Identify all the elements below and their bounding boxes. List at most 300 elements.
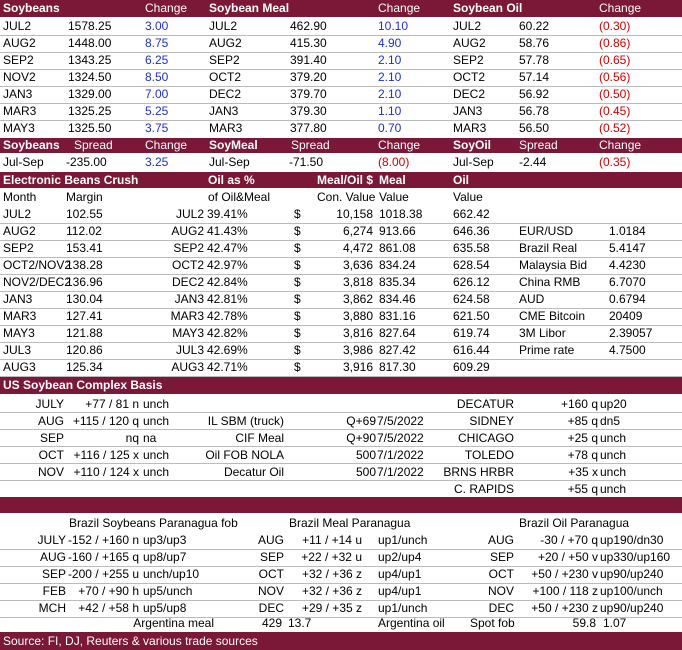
brazil-soy-change: up5/up8 xyxy=(143,601,187,615)
soy-price: 1448.00 xyxy=(68,36,112,50)
oil-change: (0.45) xyxy=(599,104,631,118)
crush-contract: JUL2 xyxy=(175,207,204,221)
crush-sub-oil-value: Value xyxy=(453,190,483,204)
crush-oil-pct: 42.97% xyxy=(207,258,248,272)
meal-month: JUL2 xyxy=(209,19,238,33)
basis-product-value: Q+90 xyxy=(346,431,376,445)
meal-month: SEP2 xyxy=(209,53,240,67)
meal-change: 0.70 xyxy=(378,121,402,135)
crush-oil-pct: 42.82% xyxy=(207,326,248,340)
basis-product: IL SBM (truck) xyxy=(207,414,284,428)
soy-change: 7.00 xyxy=(145,87,169,101)
crush-contract: MAR3 xyxy=(170,309,204,323)
oil-price: 56.78 xyxy=(519,104,550,118)
soy-change: 6.25 xyxy=(145,53,169,67)
basis-location-change: unch xyxy=(600,431,627,445)
source-note: Source: FI, DJ, Reuters & various trade sources xyxy=(3,634,258,648)
basis-location-change: unch xyxy=(600,465,627,479)
basis-change: unch xyxy=(143,414,170,428)
basis-value: +116 / 125 x xyxy=(73,448,139,462)
brazil-soy-month: SEP xyxy=(41,567,66,581)
row-divider xyxy=(0,480,682,481)
crush-meal-value: 831.16 xyxy=(379,309,416,323)
crush-meal-value: 827.64 xyxy=(379,326,416,340)
crush-month: OCT2/NOV2 xyxy=(3,258,72,272)
col-soybeans: Soybeans xyxy=(3,1,60,15)
fx-value: 2.39057 xyxy=(609,326,653,340)
brazil-soy-value: -152 / +160 n xyxy=(67,533,139,547)
soy-month: JUL2 xyxy=(3,19,32,33)
arg-meal-value2: 13.7 xyxy=(288,616,312,630)
crush-con-value: 3,986 xyxy=(342,343,373,357)
basis-location: BRNS HRBR xyxy=(443,465,514,479)
basis-change: unch xyxy=(143,397,170,411)
basis-month: AUG xyxy=(37,414,64,428)
crush-margin: 136.96 xyxy=(66,275,103,289)
crush-dollar: $ xyxy=(294,343,301,357)
crush-month: SEP2 xyxy=(3,241,34,255)
brazil-meal-value: +32 / +36 z xyxy=(301,584,362,598)
spreads-header xyxy=(0,138,682,153)
brazil-meal-change: up1/unch xyxy=(378,533,428,547)
brazil-meal-month: AUG xyxy=(257,533,284,547)
crush-dollar: $ xyxy=(294,360,301,374)
brazil-oil-month: OCT xyxy=(488,567,514,581)
crush-margin: 112.02 xyxy=(66,224,102,238)
basis-product-date: 7/5/2022 xyxy=(377,414,424,428)
crush-col-meal-oil: Meal/Oil $ xyxy=(317,173,374,187)
crush-oil-value: 626.12 xyxy=(453,275,490,289)
crush-dollar: $ xyxy=(294,309,301,323)
meal-price: 379.70 xyxy=(290,87,327,101)
brazil-oil-change: up90/up240 xyxy=(600,567,664,581)
crush-contract: SEP2 xyxy=(173,241,204,255)
crush-header xyxy=(0,172,682,188)
brazil-soy-change: up3/up3 xyxy=(143,533,187,547)
brazil-meal-change: up4/up1 xyxy=(378,584,422,598)
crush-con-value: 3,636 xyxy=(342,258,373,272)
basis-month: JULY xyxy=(35,397,64,411)
row-divider xyxy=(0,446,682,447)
crush-title: Electronic Beans Crush xyxy=(3,173,139,187)
brazil-oil-value: +20 / +50 v xyxy=(537,550,598,564)
oil-month: JUL2 xyxy=(453,19,482,33)
col-soy-change: Change xyxy=(145,1,188,15)
brazil-oil-change: up100/unch xyxy=(600,584,663,598)
crush-sub-oilmeal: of Oil&Meal xyxy=(208,190,271,204)
crush-oil-pct: 42.71% xyxy=(207,360,248,374)
fx-label: China RMB xyxy=(519,275,581,289)
soy-price: 1343.25 xyxy=(68,53,112,67)
fx-label: AUD xyxy=(519,292,545,306)
soy-price: 1324.50 xyxy=(68,70,112,84)
divider-band xyxy=(0,497,682,513)
soy-price: 1325.50 xyxy=(68,121,112,135)
basis-value: nq xyxy=(125,431,139,445)
crush-oil-value: 619.74 xyxy=(453,326,490,340)
sp-col-soybeans: Soybeans xyxy=(3,138,60,152)
crush-month: JUL2 xyxy=(3,207,32,221)
crush-col-oil: Oil xyxy=(453,173,470,187)
oil-price: 57.78 xyxy=(519,53,550,67)
row-divider xyxy=(0,412,682,413)
sp-col-soymeal: SoyMeal xyxy=(209,138,258,152)
basis-product-value: 500 xyxy=(355,448,376,462)
crush-contract: MAY3 xyxy=(172,326,204,340)
crush-margin: 153.41 xyxy=(66,241,103,255)
crush-meal-value: 835.34 xyxy=(379,275,416,289)
sp-col-soyoil: SoyOil xyxy=(453,138,492,152)
soy-month: MAY3 xyxy=(3,121,35,135)
brazil-soy-change: up8/up7 xyxy=(143,550,187,564)
crush-con-value: 3,880 xyxy=(342,309,373,323)
basis-location-value: +160 q xyxy=(560,397,598,411)
oil-month: JAN3 xyxy=(453,104,483,118)
col-soyoil: Soybean Oil xyxy=(453,1,523,15)
basis-location-value: +78 q xyxy=(567,448,598,462)
soy-change: 8.50 xyxy=(145,70,169,84)
spot-fob-value2: 1.07 xyxy=(603,616,627,630)
crush-month: AUG3 xyxy=(3,360,36,374)
crush-sub-convalue: Con. Value xyxy=(317,190,376,204)
crush-con-value: 4,472 xyxy=(342,241,373,255)
spread-oil-change: (0.35) xyxy=(599,155,631,169)
brazil-meal-change: up2/up4 xyxy=(378,550,422,564)
soy-month: MAR3 xyxy=(3,104,37,118)
brazil-soy-month: FEB xyxy=(42,584,66,598)
basis-location-value: +25 q xyxy=(567,431,598,445)
soy-change: 3.75 xyxy=(145,121,169,135)
soy-month: SEP2 xyxy=(3,53,34,67)
oil-month: OCT2 xyxy=(453,70,486,84)
brazil-oil-month: SEP xyxy=(489,550,514,564)
brazil-meal-month: DEC xyxy=(258,601,284,615)
crush-dollar: $ xyxy=(294,326,301,340)
brazil-soy-value: +42 / +58 h xyxy=(78,601,139,615)
meal-change: 2.10 xyxy=(378,87,402,101)
soy-change: 5.25 xyxy=(145,104,169,118)
crush-contract: JUL3 xyxy=(175,343,204,357)
meal-change: 10.10 xyxy=(378,19,409,33)
brazil-soy-value: +70 / +90 h xyxy=(78,584,139,598)
meal-change: 4.90 xyxy=(378,36,402,50)
brazil-oil-value: +100 / 118 z xyxy=(532,584,598,598)
crush-oil-pct: 42.84% xyxy=(207,275,248,289)
crush-oil-value: 635.58 xyxy=(453,241,490,255)
basis-value: +77 / 81 n xyxy=(85,397,139,411)
meal-price: 379.30 xyxy=(290,104,327,118)
crush-contract: OCT2 xyxy=(171,258,204,272)
crush-month: JAN3 xyxy=(3,292,33,306)
crush-dollar: $ xyxy=(294,275,301,289)
brazil-meal-change: up4/up1 xyxy=(378,567,422,581)
crush-contract: AUG3 xyxy=(171,360,204,374)
crush-margin: 130.04 xyxy=(66,292,103,306)
crush-margin: 125.34 xyxy=(66,360,103,374)
meal-price: 415.30 xyxy=(290,36,327,50)
crush-con-value: 3,818 xyxy=(342,275,373,289)
crush-dollar: $ xyxy=(294,224,301,238)
brazil-soy-month: MCH xyxy=(38,601,66,615)
meal-month: DEC2 xyxy=(209,87,242,101)
futures-header xyxy=(0,0,682,17)
meal-price: 391.40 xyxy=(290,53,327,67)
fx-label: Prime rate xyxy=(519,343,575,357)
basis-location: C. RAPIDS xyxy=(453,482,514,496)
crush-margin: 127.41 xyxy=(66,309,103,323)
spread-oil-value: -2.44 xyxy=(519,155,547,169)
soy-month: JAN3 xyxy=(3,87,33,101)
fx-value: 20409 xyxy=(609,309,643,323)
brazil-soy-month: JULY xyxy=(37,533,66,547)
brazil-meal-month: SEP xyxy=(259,550,284,564)
brazil-oil-change: up90/up240 xyxy=(600,601,664,615)
soy-month: NOV2 xyxy=(3,70,36,84)
meal-month: MAR3 xyxy=(209,121,243,135)
row-divider xyxy=(0,429,682,430)
crush-oil-value: 609.29 xyxy=(453,360,490,374)
soy-month: AUG2 xyxy=(3,36,36,50)
crush-oil-value: 628.54 xyxy=(453,258,490,272)
crush-con-value: 3,862 xyxy=(342,292,373,306)
crush-oil-pct: 42.47% xyxy=(207,241,248,255)
basis-month: SEP xyxy=(39,431,64,445)
crush-month: JUL3 xyxy=(3,343,32,357)
basis-location-value: +85 q xyxy=(567,414,598,428)
meal-price: 377.80 xyxy=(290,121,327,135)
oil-price: 57.14 xyxy=(519,70,550,84)
fx-value: 6.7070 xyxy=(609,275,646,289)
crush-oil-pct: 41.43% xyxy=(207,224,248,238)
crush-oil-value: 624.58 xyxy=(453,292,490,306)
oil-month: SEP2 xyxy=(453,53,484,67)
crush-margin: 138.28 xyxy=(66,258,103,272)
soy-price: 1325.25 xyxy=(68,104,112,118)
meal-price: 462.90 xyxy=(290,19,327,33)
fx-label: EUR/USD xyxy=(519,224,574,238)
sp-col-change: Change xyxy=(145,138,188,152)
brazil-oil-month: AUG xyxy=(487,533,514,547)
crush-month: NOV2/DEC2 xyxy=(3,275,72,289)
crush-meal-value: 817.30 xyxy=(379,360,416,374)
crush-meal-value: 827.42 xyxy=(379,343,416,357)
basis-product-value: Q+69 xyxy=(346,414,376,428)
soy-price: 1578.25 xyxy=(68,19,112,33)
sp-col-meal-spread: Spread xyxy=(291,138,330,152)
brazil-meal-change: up1/unch xyxy=(378,601,428,615)
basis-location-change: unch xyxy=(600,482,627,496)
brazil-meal-value: +11 / +14 u xyxy=(302,533,362,547)
spread-oil-label: Jul-Sep xyxy=(453,155,494,169)
fx-label: Brazil Real xyxy=(519,241,578,255)
crush-contract: DEC2 xyxy=(171,275,204,289)
fx-value: 4.4230 xyxy=(609,258,646,272)
basis-product-value: 500 xyxy=(355,465,376,479)
oil-month: AUG2 xyxy=(453,36,486,50)
brazil-meal-value: +32 / +36 z xyxy=(301,567,362,581)
brazil-oil-value: +50 / +230 z xyxy=(531,601,598,615)
oil-change: (0.52) xyxy=(599,121,631,135)
crush-oil-value: 662.42 xyxy=(453,207,490,221)
spread-meal-value: -71.50 xyxy=(289,155,324,169)
crush-oil-value: 646.36 xyxy=(453,224,490,238)
footer-band xyxy=(0,632,682,650)
basis-product-date: 7/1/2022 xyxy=(377,465,424,479)
basis-product-date: 7/1/2022 xyxy=(377,448,424,462)
crush-month: MAR3 xyxy=(3,309,37,323)
basis-location-value: +35 x xyxy=(568,465,598,479)
basis-location-change: dn5 xyxy=(600,414,621,428)
crush-meal-value: 1018.38 xyxy=(379,207,423,221)
crush-col-meal: Meal xyxy=(379,173,406,187)
crush-oil-pct: 42.69% xyxy=(207,343,248,357)
spread-soy-label: Jul-Sep xyxy=(3,155,44,169)
meal-month: OCT2 xyxy=(209,70,242,84)
brazil-soy-change: unch/up10 xyxy=(143,567,200,581)
brazil-meal-value: +29 / +35 z xyxy=(301,601,362,615)
brazil-oil-month: NOV xyxy=(487,584,514,598)
crush-dollar: $ xyxy=(294,258,301,272)
brazil-meal-title: Brazil Meal Paranagua xyxy=(289,516,411,530)
col-oil-change: Change xyxy=(599,1,642,15)
sp-col-spread: Spread xyxy=(74,138,113,152)
crush-oil-value: 616.44 xyxy=(453,343,490,357)
fx-value: 1.0184 xyxy=(609,224,646,238)
brazil-oil-change: up330/up160 xyxy=(600,550,671,564)
basis-title: US Soybean Complex Basis xyxy=(3,378,163,392)
crush-oil-pct: 42.81% xyxy=(207,292,248,306)
oil-change: (0.86) xyxy=(599,36,631,50)
arg-oil-label: Argentina oil xyxy=(378,616,445,630)
basis-location: TOLEDO xyxy=(464,448,514,462)
crush-oil-pct: 42.78% xyxy=(207,309,248,323)
basis-value: +115 / 120 q xyxy=(72,414,139,428)
fx-label: CME Bitcoin xyxy=(519,309,586,323)
crush-con-value: 6,274 xyxy=(342,224,373,238)
crush-oil-value: 621.50 xyxy=(453,309,490,323)
brazil-soy-value: -200 / +255 u xyxy=(67,567,139,581)
basis-month: NOV xyxy=(37,465,64,479)
brazil-meal-value: +22 / +32 u xyxy=(301,550,362,564)
basis-change: unch xyxy=(143,448,170,462)
meal-change: 2.10 xyxy=(378,53,402,67)
oil-month: MAR3 xyxy=(453,121,487,135)
soy-price: 1329.00 xyxy=(68,87,112,101)
crush-sub-month: Month xyxy=(3,190,37,204)
fx-value: 5.4147 xyxy=(609,241,646,255)
spread-soy-value: -235.00 xyxy=(66,155,107,169)
crush-dollar: $ xyxy=(294,207,301,221)
basis-location-change: unch xyxy=(600,448,627,462)
crush-dollar: $ xyxy=(294,292,301,306)
brazil-meal-month: OCT xyxy=(258,567,284,581)
brazil-oil-change: up190/dn30 xyxy=(600,533,664,547)
meal-month: AUG2 xyxy=(209,36,242,50)
crush-con-value: 3,916 xyxy=(342,360,373,374)
basis-product-date: 7/5/2022 xyxy=(377,431,424,445)
arg-meal-value: 429 xyxy=(261,616,282,630)
basis-change: unch xyxy=(143,465,170,479)
basis-value: +110 / 124 x xyxy=(73,465,139,479)
soy-change: 3.00 xyxy=(145,19,169,33)
fx-value: 4.7500 xyxy=(609,343,646,357)
crush-con-value: 10,158 xyxy=(336,207,373,221)
basis-header xyxy=(0,377,682,394)
basis-location: SIDNEY xyxy=(469,414,514,428)
oil-change: (0.50) xyxy=(599,87,631,101)
oil-price: 58.76 xyxy=(519,36,550,50)
col-soymeal: Soybean Meal xyxy=(209,1,290,15)
spot-fob-label: Spot fob xyxy=(470,616,515,630)
crush-margin: 102.55 xyxy=(66,207,103,221)
spot-fob-value: 59.8 xyxy=(572,616,596,630)
meal-month: JAN3 xyxy=(209,104,239,118)
soy-change: 8.75 xyxy=(145,36,169,50)
fx-label: Malaysia Bid xyxy=(519,258,588,272)
crush-meal-value: 861.08 xyxy=(379,241,416,255)
crush-oil-pct: 39.41% xyxy=(207,207,248,221)
brazil-oil-month: DEC xyxy=(488,601,514,615)
brazil-soy-title: Brazil Soybeans Paranagua fob xyxy=(69,516,238,530)
brazil-meal-month: NOV xyxy=(257,584,284,598)
oil-change: (0.30) xyxy=(599,19,631,33)
crush-sub-margin: Margin xyxy=(66,190,103,204)
basis-month: OCT xyxy=(38,448,64,462)
oil-month: DEC2 xyxy=(453,87,486,101)
basis-change: na xyxy=(143,431,157,445)
crush-margin: 121.88 xyxy=(66,326,103,340)
crush-month: MAY3 xyxy=(3,326,35,340)
spread-soy-change: 3.25 xyxy=(145,155,169,169)
sp-col-meal-change: Change xyxy=(378,138,421,152)
oil-change: (0.56) xyxy=(599,70,631,84)
oil-price: 56.92 xyxy=(519,87,550,101)
arg-meal-label: Argentina meal xyxy=(133,616,214,630)
basis-location: DECATUR xyxy=(456,397,514,411)
meal-change: 2.10 xyxy=(378,70,402,84)
sp-col-oil-spread: Spread xyxy=(519,138,558,152)
basis-location: CHICAGO xyxy=(457,431,514,445)
crush-margin: 120.86 xyxy=(66,343,103,357)
crush-meal-value: 913.66 xyxy=(379,224,416,238)
crush-con-value: 3,816 xyxy=(342,326,373,340)
meal-change: 1.10 xyxy=(378,104,402,118)
fx-value: 0.6794 xyxy=(609,292,646,306)
oil-price: 56.50 xyxy=(519,121,550,135)
sp-col-oil-change: Change xyxy=(599,138,642,152)
crush-meal-value: 834.24 xyxy=(379,258,416,272)
brazil-oil-value: +50 / +230 v xyxy=(531,567,598,581)
brazil-soy-month: AUG xyxy=(39,550,66,564)
crush-contract: JAN3 xyxy=(174,292,204,306)
basis-product: CIF Meal xyxy=(235,431,284,445)
col-meal-change: Change xyxy=(378,1,421,15)
row-divider xyxy=(0,223,682,224)
basis-location-value: +55 q xyxy=(567,482,598,496)
brazil-oil-value: -30 / +70 q xyxy=(540,533,598,547)
brazil-oil-title: Brazil Oil Paranagua xyxy=(519,516,630,530)
crush-sub-meal-value: Value xyxy=(379,190,409,204)
row-divider xyxy=(0,463,682,464)
crush-col-oil-pct: Oil as % xyxy=(208,173,255,187)
basis-product: Oil FOB NOLA xyxy=(205,448,284,462)
brazil-soy-change: up5/unch xyxy=(143,584,193,598)
crush-month: AUG2 xyxy=(3,224,36,238)
spread-meal-label: Jul-Sep xyxy=(209,155,250,169)
basis-location-change: up20 xyxy=(600,397,627,411)
oil-price: 60.22 xyxy=(519,19,550,33)
oil-change: (0.65) xyxy=(599,53,631,67)
